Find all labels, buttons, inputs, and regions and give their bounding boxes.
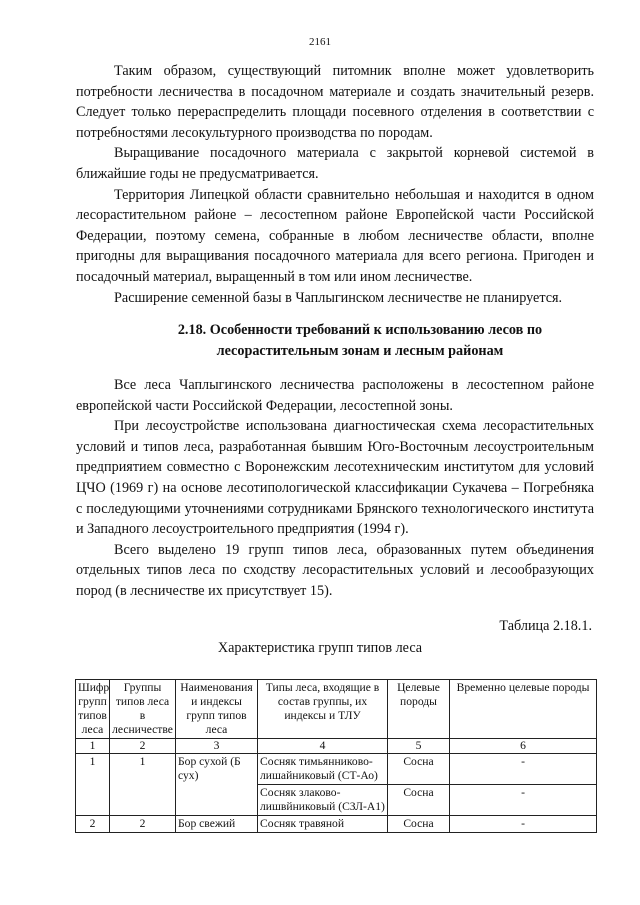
paragraph: Таким образом, существующий питомник вполне может удовлетворить потребности лесничества в посадочном материале и создать значительный резерв. Следует только перераспределить площади посевного отделения в соответствии с потребностями лесокультурного производства по породам. (76, 63, 594, 141)
target-species-cell: Сосна (388, 816, 450, 833)
target-species-cell: Сосна (388, 754, 450, 785)
forest-type-cell: Сосняк тимьянниково-лишайниковый (СТ-Ао) (258, 754, 388, 785)
section-heading: 2.18. Особенности требований к использованию лесов по лесорастительным зонам и лесным районам (177, 322, 543, 359)
temporary-species-cell: - (450, 816, 597, 833)
column-number: 4 (258, 739, 388, 754)
group-code-cell: 2 (76, 816, 110, 833)
paragraph: Выращивание посадочного материала с закрытой корневой системой в ближайшие годы не предусматривается. (76, 145, 594, 182)
group-code-cell: 1 (76, 754, 110, 816)
header-cell: Временно целевые породы (450, 680, 597, 739)
table-row (76, 816, 597, 833)
column-number: 3 (176, 739, 258, 754)
forest-type-cell: Сосняк злаково-лишвйниковый (СЗЛ-А1) (258, 785, 388, 816)
body-text-top (76, 61, 594, 308)
group-count-cell: 2 (110, 816, 176, 833)
column-number: 6 (450, 739, 597, 754)
header-cell: Шифр групп типов леса (76, 680, 110, 739)
header-cell: Группы типов леса в лесничестве (110, 680, 176, 739)
group-count-cell: 1 (110, 754, 176, 816)
column-number: 2 (110, 739, 176, 754)
column-number-row (76, 739, 597, 754)
header-cell: Целевые породы (388, 680, 450, 739)
table-row (76, 754, 597, 785)
group-name-cell: Бор свежий (176, 816, 258, 833)
forest-type-cell: Сосняк травяной (258, 816, 388, 833)
paragraph: Всего выделено 19 групп типов леса, образованных путем объединения отдельных типов леса по сходству лесорастительных условий и лесообразующих пород (в лесничестве их присутствует 15). (76, 541, 594, 599)
column-number: 1 (76, 739, 110, 754)
header-cell: Типы леса, входящие в состав группы, их индексы и ТЛУ (258, 680, 388, 739)
paragraph: При лесоустройстве использована диагностическая схема лесорастительных условий и типов леса, разработанная бывшим Юго-Восточным лесоустроительным предприятием совместно с Воронежским лесотехническим институтом для условий ЦЧО (1969 г) на основе лесотипологической классификации Сукачева – Погребняка с последующими уточнениями сотрудниками Брянского технологического института и Западного лесоустроительного предприятия (1994 г). (76, 418, 594, 538)
table-label: Таблица 2.18.1. (499, 618, 592, 634)
table-header-row (76, 680, 597, 739)
table-title: Характеристика групп типов леса (217, 640, 423, 656)
page-number: 2161 (309, 36, 331, 48)
paragraph: Расширение семенной базы в Чаплыгинском лесничестве не планируется. (114, 289, 563, 306)
temporary-species-cell: - (450, 754, 597, 785)
target-species-cell: Сосна (388, 785, 450, 816)
temporary-species-cell: - (450, 785, 597, 816)
body-text-bottom (76, 375, 594, 602)
column-number: 5 (388, 739, 450, 754)
paragraph: Территория Липецкой области сравнительно небольшая и находится в одном лесорастительном районе – лесостепном районе Европейской части Российской Федерации, поэтому семена, собранные в любом лесничестве области, вполне пригодны для выращивания посадочного материала для всего региона. Пригоден и посадочный материал, выращенный в том или ином лесничестве. (76, 186, 594, 285)
group-name-cell: Бор сухой (Б сух) (176, 754, 258, 816)
forest-types-table (75, 679, 597, 833)
header-cell: Наименования и индексы групп типов леса (176, 680, 258, 739)
paragraph: Все леса Чаплыгинского лесничества расположены в лесостепном районе европейской части Российской Федерации, лесостепной зоны. (76, 377, 594, 414)
